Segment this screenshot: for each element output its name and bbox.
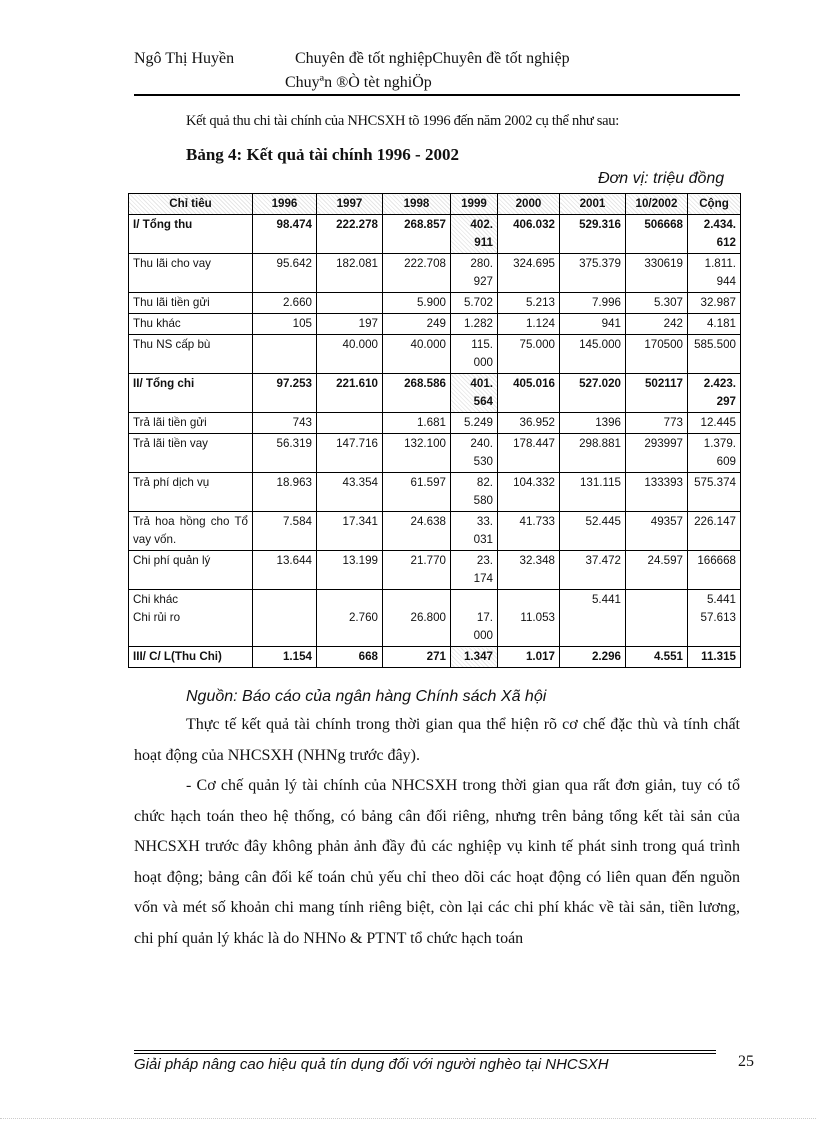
table-cell: 324.695: [498, 254, 560, 293]
table-cell: 5.441: [560, 590, 626, 647]
table-cell: 375.379: [560, 254, 626, 293]
table-cell: 2.296: [560, 647, 626, 668]
paragraph-2: - Cơ chế quản lý tài chính của NHCSXH trong thời gian qua rất đơn giản, tuy có tổ chức hạch toán theo hệ thống, có bảng cân đối riêng, nhưng trên bảng tổng kết tài sản của NHCSXH trước đây không phản ảnh đầy đủ các nghiệp vụ kinh tế phát sinh trong quá trình hoạt động; bảng cân đối kế toán chủ yếu chỉ theo dõi các hoạt động có liên quan đến nguồn vốn và mét số khoản chi mang tính riêng biệt, còn lại các chi phí khác về tài sản, tiền lương, chi phí quản lý khác là do NHNo & PTNT tổ chức hạch toán: [134, 777, 740, 947]
table-row: [129, 647, 741, 668]
body-text: [134, 710, 740, 954]
table-cell: 249: [383, 314, 451, 335]
table-row: [129, 335, 741, 374]
table-row: [129, 314, 741, 335]
table-cell: 268.857: [383, 215, 451, 254]
table-row: [129, 215, 741, 254]
table-cell: 2.434. 612: [688, 215, 741, 254]
table-row: [129, 293, 741, 314]
table-cell: 1.681: [383, 413, 451, 434]
table-cell: 145.000: [560, 335, 626, 374]
table-cell: 61.597: [383, 473, 451, 512]
table-cell: 12.445: [688, 413, 741, 434]
table-row: [129, 413, 741, 434]
page-number: 25: [738, 1053, 754, 1070]
table-cell: 401. 564: [451, 374, 498, 413]
table-cell: 585.500: [688, 335, 741, 374]
table-cell: 115. 000: [451, 335, 498, 374]
table-cell: 271: [383, 647, 451, 668]
table-cell: 18.963: [253, 473, 317, 512]
table-cell: 17.341: [317, 512, 383, 551]
table-cell: 280. 927: [451, 254, 498, 293]
row-label: Chi khác Chi rủi ro: [129, 590, 253, 647]
table-cell: 1396: [560, 413, 626, 434]
table-cell: 1.017: [498, 647, 560, 668]
table-cell: 7.996: [560, 293, 626, 314]
table-cell: 668: [317, 647, 383, 668]
header-title-line2: Chuyªn ®Ò tèt nghiÖp: [285, 74, 432, 91]
table-cell: 222.708: [383, 254, 451, 293]
row-label: Thu khác: [129, 314, 253, 335]
table-cell: 4.181: [688, 314, 741, 335]
table-cell: 2.423. 297: [688, 374, 741, 413]
table-cell: 13.199: [317, 551, 383, 590]
table-cell: 147.716: [317, 434, 383, 473]
table-cell: 4.551: [626, 647, 688, 668]
intro-sentence: Kết quả thu chi tài chính của NHCSXH tõ 1996 đến năm 2002 cụ thể như sau:: [186, 113, 619, 129]
table-cell: 197: [317, 314, 383, 335]
table-cell: 5.307: [626, 293, 688, 314]
table-cell: 406.032: [498, 215, 560, 254]
table-cell: 170500: [626, 335, 688, 374]
column-header: 10/2002: [626, 194, 688, 215]
table-cell: 24.638: [383, 512, 451, 551]
table-cell: 43.354: [317, 473, 383, 512]
column-header: 1996: [253, 194, 317, 215]
table-cell: 240. 530: [451, 434, 498, 473]
table-cell: 37.472: [560, 551, 626, 590]
footer-divider-bottom: [134, 1053, 716, 1054]
footer-divider-top: [134, 1050, 716, 1051]
table-cell: 502117: [626, 374, 688, 413]
table-cell: 132.100: [383, 434, 451, 473]
table-cell: 17. 000: [451, 590, 498, 647]
header-divider: [134, 94, 740, 96]
table-cell: 40.000: [383, 335, 451, 374]
table-cell: 105: [253, 314, 317, 335]
unit-label: Đơn vị: triệu đồng: [598, 170, 725, 187]
column-header: Chỉ tiêu: [129, 194, 253, 215]
table-cell: 773: [626, 413, 688, 434]
row-label: III/ C/ L(Thu Chi): [129, 647, 253, 668]
table-cell: 1.379. 609: [688, 434, 741, 473]
table-cell: 23. 174: [451, 551, 498, 590]
table-cell: 7.584: [253, 512, 317, 551]
paragraph-1: Thực tế kết quả tài chính trong thời gian qua thể hiện rõ cơ chế đặc thù và tính chất hoạt động của NHCSXH (NHNg trước đây).: [134, 716, 740, 764]
table-cell: 5.249: [451, 413, 498, 434]
column-header: 2000: [498, 194, 560, 215]
table-cell: 1.347: [451, 647, 498, 668]
table-cell: 33. 031: [451, 512, 498, 551]
header-author: Ngô Thị Huyền: [134, 50, 235, 67]
table-cell: 5.441 57.613: [688, 590, 741, 647]
column-header: 2001: [560, 194, 626, 215]
financial-results-table: [128, 193, 741, 668]
table-cell: 222.278: [317, 215, 383, 254]
table-cell: 98.474: [253, 215, 317, 254]
table-title: Bảng 4: Kết quả tài chính 1996 - 2002: [186, 145, 459, 164]
table-cell: 56.319: [253, 434, 317, 473]
table-cell: 5.702: [451, 293, 498, 314]
table-cell: 40.000: [317, 335, 383, 374]
table-cell: 82. 580: [451, 473, 498, 512]
table-cell: [317, 413, 383, 434]
table-cell: 330619: [626, 254, 688, 293]
column-header: 1997: [317, 194, 383, 215]
table-cell: 941: [560, 314, 626, 335]
footer-text: Giải pháp nâng cao hiệu quả tín dụng đối với người nghèo tại NHCSXH: [134, 1056, 609, 1073]
table-cell: 41.733: [498, 512, 560, 551]
page-edge: [0, 1118, 816, 1119]
table-cell: 97.253: [253, 374, 317, 413]
table-cell: 293997: [626, 434, 688, 473]
table-row: [129, 434, 741, 473]
table-cell: 11.315: [688, 647, 741, 668]
table-cell: 182.081: [317, 254, 383, 293]
table-cell: [317, 293, 383, 314]
table-cell: 1.282: [451, 314, 498, 335]
column-header: Cộng: [688, 194, 741, 215]
column-header: 1998: [383, 194, 451, 215]
column-header: 1999: [451, 194, 498, 215]
table-cell: 743: [253, 413, 317, 434]
row-label: Trả lãi tiền gửi: [129, 413, 253, 434]
table-cell: 95.642: [253, 254, 317, 293]
table-cell: 13.644: [253, 551, 317, 590]
row-label: Thu NS cấp bù: [129, 335, 253, 374]
table-row: [129, 473, 741, 512]
table-cell: 529.316: [560, 215, 626, 254]
table-cell: 268.586: [383, 374, 451, 413]
row-label: Thu lãi tiền gửi: [129, 293, 253, 314]
table-row: [129, 374, 741, 413]
table-cell: 5.213: [498, 293, 560, 314]
table-cell: [253, 335, 317, 374]
table-row: [129, 551, 741, 590]
table-cell: 21.770: [383, 551, 451, 590]
table-row: [129, 254, 741, 293]
table-cell: 405.016: [498, 374, 560, 413]
table-cell: 52.445: [560, 512, 626, 551]
table-cell: 221.610: [317, 374, 383, 413]
table-cell: 24.597: [626, 551, 688, 590]
table-cell: 32.987: [688, 293, 741, 314]
table-row: [129, 590, 741, 647]
table-cell: 226.147: [688, 512, 741, 551]
table-cell: 32.348: [498, 551, 560, 590]
table-cell: 178.447: [498, 434, 560, 473]
table-cell: 49357: [626, 512, 688, 551]
table-cell: 104.332: [498, 473, 560, 512]
row-label: II/ Tổng chi: [129, 374, 253, 413]
table-cell: 527.020: [560, 374, 626, 413]
row-label: Chi phí quản lý: [129, 551, 253, 590]
table-cell: 166668: [688, 551, 741, 590]
row-label: Thu lãi cho vay: [129, 254, 253, 293]
header-title-line1: Chuyên đề tốt nghiệpChuyên đề tốt nghiệp: [295, 50, 570, 67]
table-cell: 131.115: [560, 473, 626, 512]
table-cell: 2.760: [317, 590, 383, 647]
table-cell: 11.053: [498, 590, 560, 647]
table-cell: 506668: [626, 215, 688, 254]
table-cell: [253, 590, 317, 647]
table-cell: 36.952: [498, 413, 560, 434]
row-label: Trả lãi tiền vay: [129, 434, 253, 473]
table-cell: 402. 911: [451, 215, 498, 254]
table-source-note: Nguồn: Báo cáo của ngân hàng Chính sách Xã hội: [186, 688, 547, 705]
table-cell: 298.881: [560, 434, 626, 473]
row-label: I/ Tổng thu: [129, 215, 253, 254]
table-row: [129, 512, 741, 551]
table-cell: 575.374: [688, 473, 741, 512]
table-header-row: [129, 194, 741, 215]
row-label: Trả phí dịch vụ: [129, 473, 253, 512]
table-cell: 242: [626, 314, 688, 335]
table-cell: 1.811. 944: [688, 254, 741, 293]
row-label: Trả hoa hồng cho Tổ vay vốn.: [129, 512, 253, 551]
table-cell: 75.000: [498, 335, 560, 374]
table-cell: 26.800: [383, 590, 451, 647]
table-cell: 133393: [626, 473, 688, 512]
table-cell: 1.124: [498, 314, 560, 335]
table-cell: 5.900: [383, 293, 451, 314]
table-cell: 1.154: [253, 647, 317, 668]
table-cell: 2.660: [253, 293, 317, 314]
table-cell: [626, 590, 688, 647]
